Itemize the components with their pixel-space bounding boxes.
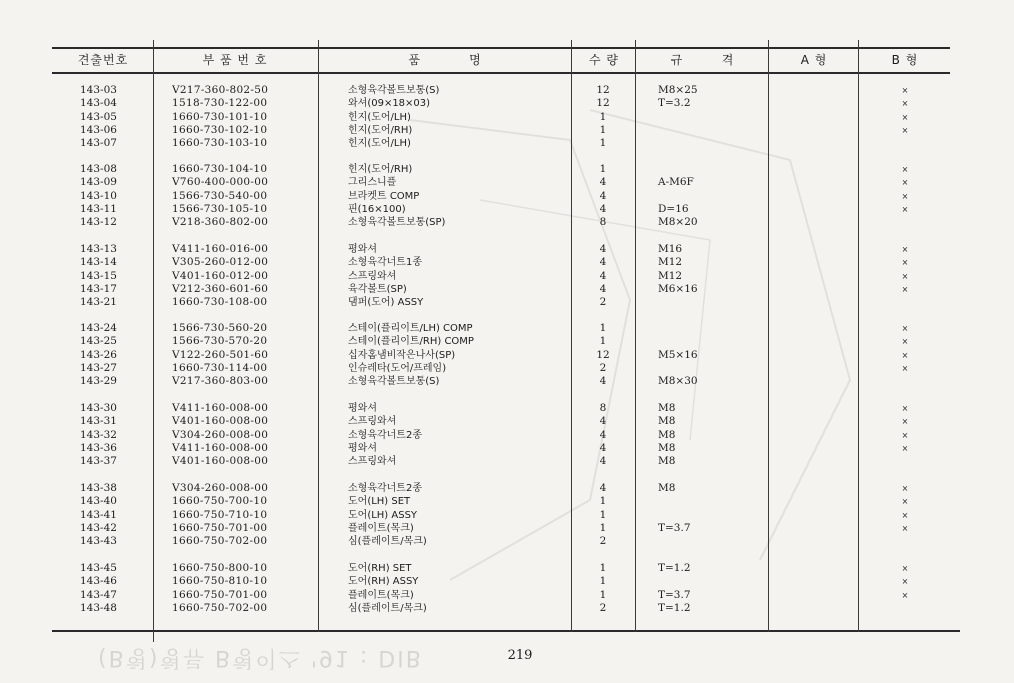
type-b-mark: × [901,404,909,413]
part-number: V401-160-008-00 [172,455,269,468]
part-index-number: 143-21 [80,296,117,309]
part-spec: T=3.2 [658,97,691,110]
part-index-number: 143-14 [80,256,117,269]
part-name: 플레이트(목크) [348,522,414,534]
part-number: 1518-730-122-00 [172,97,268,110]
part-name: 평와셔 [348,442,377,454]
part-index-number: 143-17 [80,282,117,295]
part-number: V411-160-008-00 [172,402,269,414]
part-spec: T=1.2 [658,601,691,614]
part-number: V212-360-601-60 [172,282,269,295]
part-name: 평와셔 [348,403,377,414]
part-spec: D=16 [658,202,689,215]
part-name: 힌지(도어/LH) [348,138,411,150]
part-spec: M8 [658,402,676,414]
part-spec: M8 [658,482,676,494]
part-index-number: 143-40 [80,495,117,508]
part-name: 도어(RH) ASSY [348,576,419,588]
type-b-mark: × [901,484,909,493]
part-quantity: 12 [596,97,610,110]
type-b-mark: × [901,350,909,360]
type-b-mark: × [901,497,909,507]
part-number: 1566-730-105-10 [172,202,268,215]
part-name: 소형육각너트2종 [348,483,422,494]
part-spec: T=3.7 [658,521,691,534]
part-quantity: 1 [599,123,607,136]
part-index-number: 143-29 [80,375,117,388]
part-name: 도어(RH) SET [348,563,412,574]
part-spec [658,190,758,203]
part-name: 핀(16×100) [348,203,406,215]
part-spec: T=3.7 [658,588,691,601]
header-part-number: 부 품 번 호 [202,53,268,67]
part-number: 1660-750-702-00 [172,601,268,614]
part-number: 1566-730-540-00 [172,189,268,202]
part-index-number: 143-09 [80,176,117,189]
part-spec: M8 [658,428,676,441]
part-name: 브라켓트 COMP [348,190,420,202]
column-divider [153,40,154,642]
part-quantity: 2 [599,601,607,614]
part-name: 심(플레이트/목크) [348,536,427,548]
part-index-number: 143-41 [80,508,117,521]
part-spec: M16 [658,243,683,255]
type-b-mark: × [901,204,909,214]
part-number: 1660-730-102-10 [172,123,268,136]
column-divider [571,40,572,632]
part-name: 심(플레이트/목크) [348,602,427,614]
part-name: 스프링와셔 [348,416,397,428]
type-b-mark: × [901,86,909,95]
part-index-number: 143-13 [80,243,117,255]
part-quantity: 1 [599,322,607,334]
part-name: 와셔(09×18×03) [348,98,431,110]
part-spec [658,124,758,137]
column-divider [768,40,769,632]
part-quantity: 4 [599,189,607,202]
part-index-number: 143-04 [80,97,117,110]
part-number: 1660-750-701-00 [172,588,268,601]
part-quantity: 1 [599,163,607,175]
part-spec: T=1.2 [658,562,691,574]
column-divider [635,40,636,632]
part-index-number: 143-24 [80,322,117,334]
type-b-mark: × [901,284,909,294]
part-spec [658,509,758,522]
part-spec [658,322,758,335]
part-quantity: 2 [599,296,607,309]
type-b-mark: × [901,258,909,268]
part-index-number: 143-30 [80,402,117,414]
part-spec: M8×25 [658,84,698,96]
part-number: V760-400-000-00 [172,176,269,189]
type-b-mark: × [901,337,909,347]
part-index-number: 143-27 [80,361,117,374]
part-quantity: 1 [599,588,607,601]
part-index-number: 143-47 [80,588,117,601]
part-index-number: 143-31 [80,415,117,428]
part-quantity: 4 [599,282,607,295]
type-b-mark: × [901,417,909,427]
type-b-mark: × [901,430,909,440]
part-name: 그리스니플 [348,177,397,189]
part-number: 1660-730-108-00 [172,296,268,309]
part-spec [658,535,758,548]
type-b-mark: × [901,590,909,600]
type-b-mark: × [901,324,909,333]
part-number: 1660-750-701-00 [172,521,268,534]
type-b-mark: × [901,564,909,573]
part-name: 소형육각볼트보통(S) [348,376,440,388]
part-spec [658,495,758,508]
part-number: V304-260-008-00 [172,482,269,494]
part-quantity: 1 [599,137,607,150]
part-spec: M8 [658,455,676,468]
part-index-number: 143-07 [80,137,117,150]
part-name: 스프링와셔 [348,270,397,282]
type-b-mark: × [901,245,909,254]
part-number: 1566-730-560-20 [172,322,268,334]
part-name: 소형육각볼트보통(SP) [348,217,446,229]
type-b-mark: × [901,112,909,122]
part-spec: A-M6F [658,176,694,189]
part-index-number: 143-10 [80,189,117,202]
header-type-a: A 형 [800,53,828,67]
type-b-mark: × [901,363,909,373]
part-quantity: 4 [599,176,607,189]
part-quantity: 4 [599,455,607,468]
header-name: 품 명 [408,53,482,67]
type-b-mark: × [901,125,909,135]
part-quantity: 2 [599,361,607,374]
part-quantity: 1 [599,521,607,534]
part-quantity: 2 [599,535,607,548]
part-number: 1566-730-570-20 [172,335,268,348]
part-number: V411-160-008-00 [172,441,269,454]
part-index-number: 143-15 [80,269,117,282]
part-spec: M6×16 [658,282,698,295]
part-index-number: 143-26 [80,348,117,361]
part-spec: M8×20 [658,216,698,229]
part-number: V305-260-012-00 [172,256,269,269]
page-number: 219 [507,648,533,663]
part-quantity: 4 [599,243,607,255]
part-quantity: 8 [599,402,607,414]
type-b-mark: × [901,178,909,188]
part-quantity: 12 [596,84,610,96]
part-index-number: 143-43 [80,535,117,548]
part-index-number: 143-48 [80,601,117,614]
part-number: 1660-730-101-10 [172,110,268,123]
part-number: 1660-730-114-00 [172,361,268,374]
part-number: V304-260-008-00 [172,428,269,441]
part-spec [658,335,758,348]
type-b-mark: × [901,577,909,587]
part-number: 1660-750-710-10 [172,508,268,521]
part-name: 소형육각너트1종 [348,257,422,269]
part-index-number: 143-38 [80,482,117,494]
part-quantity: 4 [599,428,607,441]
part-index-number: 143-42 [80,521,117,534]
part-quantity: 8 [599,216,607,229]
part-number: V218-360-802-00 [172,216,269,229]
bleed-through-text: (B형)형류 B형이스 '91 : DIB [98,645,423,670]
part-number: V217-360-803-00 [172,375,269,388]
header-type-b: B 형 [891,53,919,67]
part-number: 1660-750-810-10 [172,575,268,588]
part-index-number: 143-46 [80,575,117,588]
part-spec: M12 [658,256,683,269]
part-index-number: 143-08 [80,163,117,175]
type-b-mark: × [901,523,909,533]
part-name: 스테이(플리이트/LH) COMP [348,323,473,334]
part-quantity: 1 [599,335,607,348]
header-spec: 규 격 [670,53,735,67]
type-b-mark: × [901,99,909,109]
part-name: 힌지(도어/RH) [348,124,413,136]
part-quantity: 1 [599,508,607,521]
part-quantity: 1 [599,495,607,508]
part-quantity: 4 [599,375,607,388]
part-index-number: 143-03 [80,84,117,96]
part-quantity: 12 [596,348,610,361]
part-quantity: 4 [599,256,607,269]
part-name: 스테이(플리이트/RH) COMP [348,336,474,348]
header-number: 견출번호 [77,53,129,67]
type-b-mark: × [901,271,909,281]
part-name: 댐퍼(도어) ASSY [348,297,424,309]
type-b-mark: × [901,165,909,174]
part-name: 평와셔 [348,244,377,255]
part-spec: M12 [658,269,683,282]
type-b-mark: × [901,443,909,453]
part-number: V401-160-012-00 [172,269,269,282]
part-index-number: 143-05 [80,110,117,123]
part-name: 도어(LH) ASSY [348,509,418,521]
part-number: V122-260-501-60 [172,348,269,361]
part-index-number: 143-06 [80,123,117,136]
part-spec [658,111,758,124]
part-spec [658,296,758,309]
part-index-number: 143-37 [80,455,117,468]
header-bottom-rule [52,72,950,74]
part-quantity: 4 [599,441,607,454]
part-index-number: 143-45 [80,562,117,574]
header-quantity: 수 량 [589,53,619,67]
part-name: 인슈레타(도어/프레임) [348,362,447,374]
column-divider [858,40,859,632]
part-quantity: 4 [599,202,607,215]
part-spec: M8 [658,415,676,428]
part-index-number: 143-25 [80,335,117,348]
part-name: 힌지(도어/RH) [348,164,413,175]
part-number: 1660-750-702-00 [172,535,268,548]
part-name: 십자홈냄비작은나사(SP) [348,349,456,361]
part-quantity: 4 [599,415,607,428]
part-spec [658,575,758,588]
part-number: 1660-750-800-10 [172,562,268,574]
part-number: 1660-730-104-10 [172,163,268,175]
part-spec [658,137,758,150]
part-spec [658,163,758,176]
part-spec [658,362,758,375]
part-number: 1660-750-700-10 [172,495,268,508]
type-b-mark: × [901,191,909,201]
part-number: 1660-730-103-10 [172,137,268,150]
part-quantity: 1 [599,575,607,588]
part-quantity: 4 [599,482,607,494]
part-number: V411-160-016-00 [172,243,269,255]
part-index-number: 143-36 [80,441,117,454]
part-index-number: 143-11 [80,202,117,215]
part-quantity: 1 [599,110,607,123]
part-name: 도어(LH) SET [348,496,411,508]
part-spec: M5×16 [658,348,698,361]
column-divider [318,40,319,632]
part-index-number: 143-12 [80,216,117,229]
part-quantity: 4 [599,269,607,282]
part-quantity: 1 [599,562,607,574]
part-name: 플레이트(목크) [348,589,414,601]
part-name: 소형육각볼트보통(S) [348,85,440,96]
part-name: 힌지(도어/LH) [348,111,411,123]
part-number: V401-160-008-00 [172,415,269,428]
part-index-number: 143-32 [80,428,117,441]
part-name: 육각볼트(SP) [348,283,407,295]
table-bottom-rule [52,630,960,632]
part-name: 스프링와셔 [348,456,397,468]
part-spec: M8×30 [658,375,698,388]
type-b-mark: × [901,510,909,520]
part-spec: M8 [658,441,676,454]
part-name: 소형육각너트2종 [348,429,422,441]
part-number: V217-360-802-50 [172,84,269,96]
